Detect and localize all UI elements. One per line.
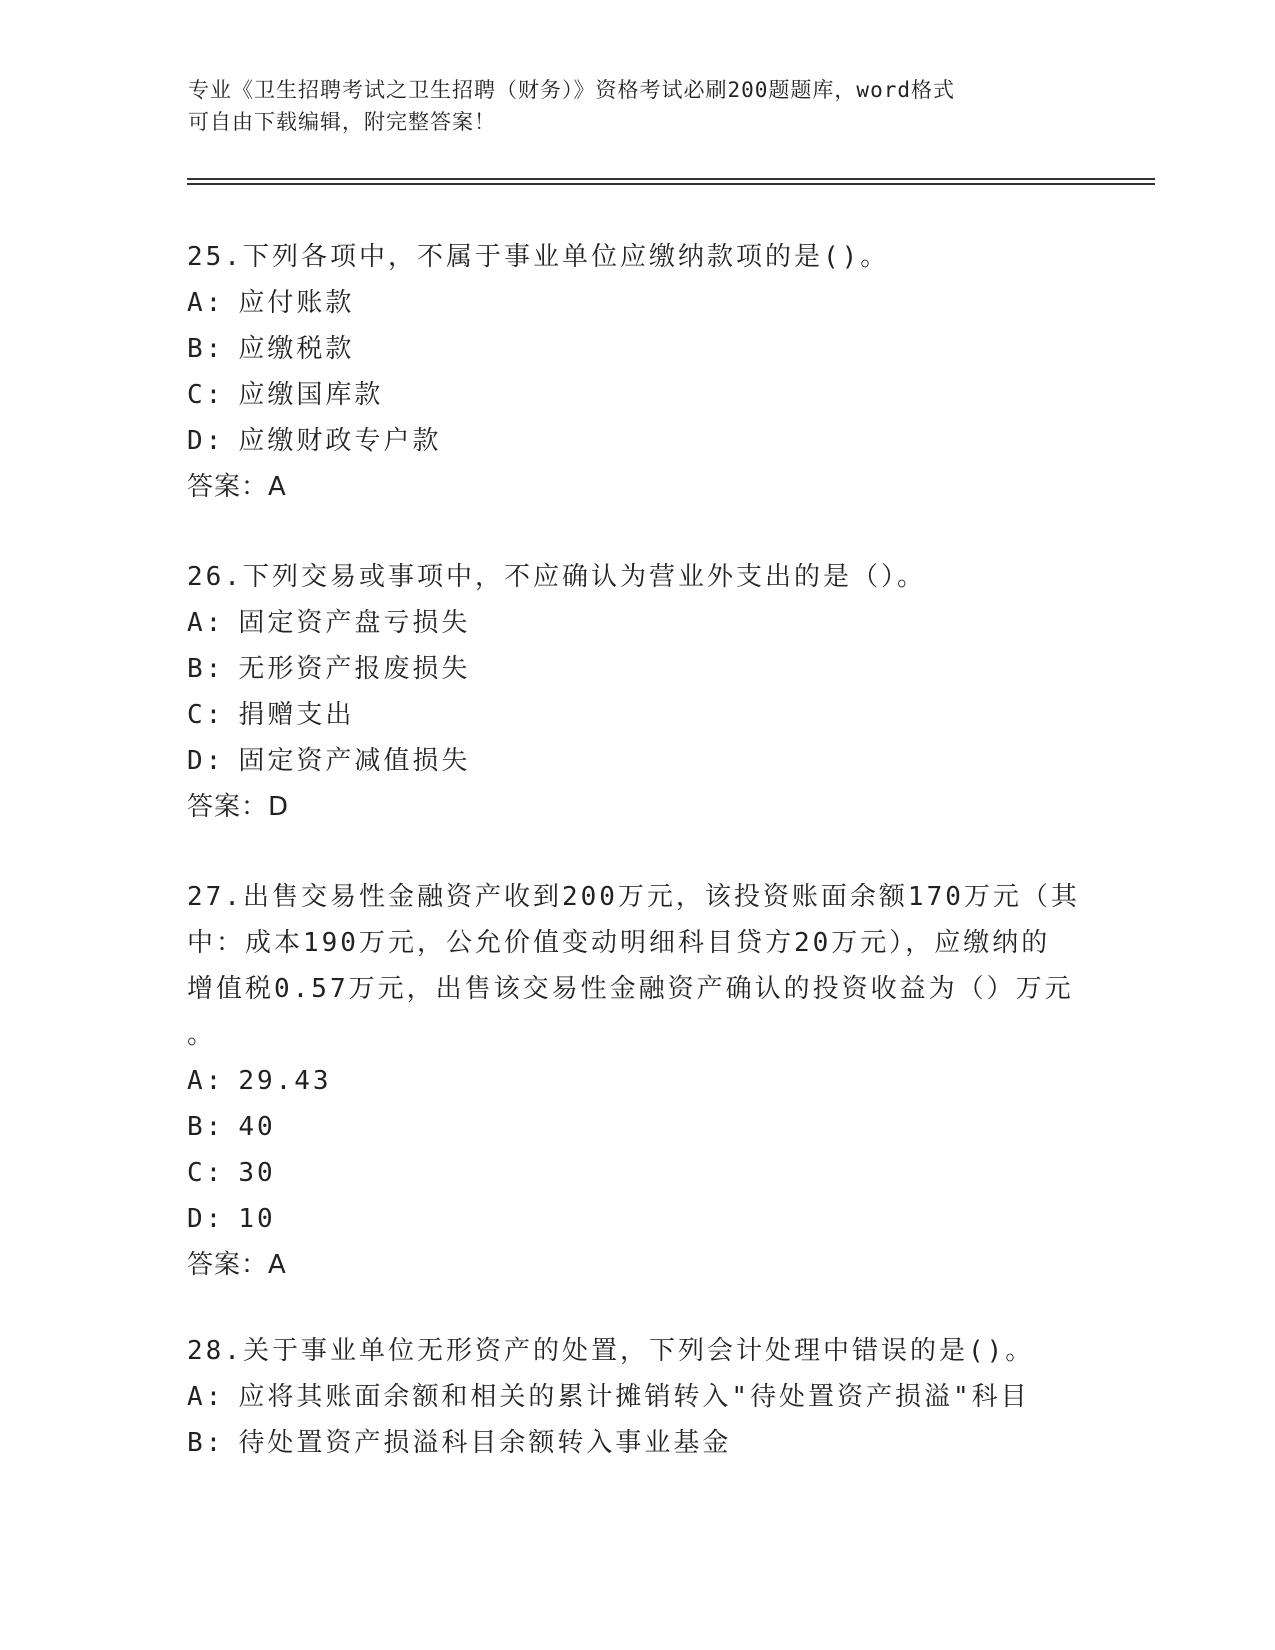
option-text: 应缴财政专户款 <box>238 426 442 456</box>
option-letter: B: <box>187 654 225 684</box>
answer: 答案：A <box>187 472 287 502</box>
option-a <box>187 280 1087 326</box>
option-c <box>187 1150 1087 1196</box>
option-d <box>187 418 1087 464</box>
question-27 <box>187 874 1087 1288</box>
option-letter: B: <box>187 334 225 364</box>
option-letter: D: <box>187 746 225 776</box>
option-letter: A: <box>187 1382 225 1412</box>
option-a <box>187 600 1087 646</box>
option-text: 10 <box>238 1204 276 1234</box>
option-letter: C: <box>187 1158 225 1188</box>
option-letter: D: <box>187 1204 225 1234</box>
option-letter: A: <box>187 1066 225 1096</box>
question-stem-line: 中：成本190万元，公允价值变动明细科目贷方20万元），应缴纳的 <box>187 928 1051 958</box>
answer: 答案：D <box>187 792 290 822</box>
question-stem <box>187 1328 1087 1374</box>
option-letter: C: <box>187 380 225 410</box>
header-divider-top <box>187 178 1155 180</box>
option-text: 40 <box>238 1112 276 1142</box>
question-26 <box>187 554 1087 830</box>
header-divider-bottom <box>187 183 1155 185</box>
option-text: 固定资产盘亏损失 <box>238 608 471 638</box>
header-line-1: 专业《卫生招聘考试之卫生招聘（财务）》资格考试必刷200题题库，word格式 <box>188 78 955 102</box>
option-text: 应付账款 <box>238 288 355 318</box>
option-letter: D: <box>187 426 225 456</box>
question-stem-line: 。 <box>187 1020 217 1050</box>
option-b <box>187 1104 1087 1150</box>
option-a <box>187 1374 1087 1420</box>
question-stem-line: 增值税0.57万元，出售该交易性金融资产确认的投资收益为（）万元 <box>187 974 1074 1004</box>
option-letter: B: <box>187 1112 225 1142</box>
option-letter: A: <box>187 608 225 638</box>
question-28 <box>187 1328 1087 1466</box>
question-stem <box>187 234 1087 280</box>
document-header <box>188 74 1088 138</box>
option-c <box>187 692 1087 738</box>
question-stem-line: 28.关于事业单位无形资产的处置，下列会计处理中错误的是()。 <box>187 1336 1035 1366</box>
option-text: 应缴国库款 <box>238 380 384 410</box>
answer: 答案：A <box>187 1250 287 1280</box>
option-d <box>187 738 1087 784</box>
option-text: 30 <box>238 1158 276 1188</box>
option-text: 29.43 <box>238 1066 332 1096</box>
option-text: 待处置资产损溢科目余额转入事业基金 <box>238 1428 732 1458</box>
option-letter: B: <box>187 1428 225 1458</box>
option-text: 应缴税款 <box>238 334 355 364</box>
option-text: 无形资产报废损失 <box>238 654 471 684</box>
question-stem <box>187 554 1087 600</box>
option-b <box>187 1420 1087 1466</box>
question-stem <box>187 874 1087 1058</box>
question-stem-line: 27.出售交易性金融资产收到200万元，该投资账面余额170万元（其 <box>187 882 1080 912</box>
option-letter: C: <box>187 700 225 730</box>
option-d <box>187 1196 1087 1242</box>
option-text: 捐赠支出 <box>238 700 355 730</box>
option-b <box>187 326 1087 372</box>
option-text: 应将其账面余额和相关的累计摊销转入"待处置资产损溢"科目 <box>238 1382 1030 1412</box>
question-25 <box>187 234 1087 510</box>
question-stem-line: 26.下列交易或事项中，不应确认为营业外支出的是（）。 <box>187 562 926 592</box>
option-b <box>187 646 1087 692</box>
option-c <box>187 372 1087 418</box>
option-a <box>187 1058 1087 1104</box>
header-line-2: 可自由下载编辑，附完整答案！ <box>188 110 496 134</box>
question-stem-line: 25.下列各项中，不属于事业单位应缴纳款项的是()。 <box>187 242 890 272</box>
option-letter: A: <box>187 288 225 318</box>
option-text: 固定资产减值损失 <box>238 746 471 776</box>
